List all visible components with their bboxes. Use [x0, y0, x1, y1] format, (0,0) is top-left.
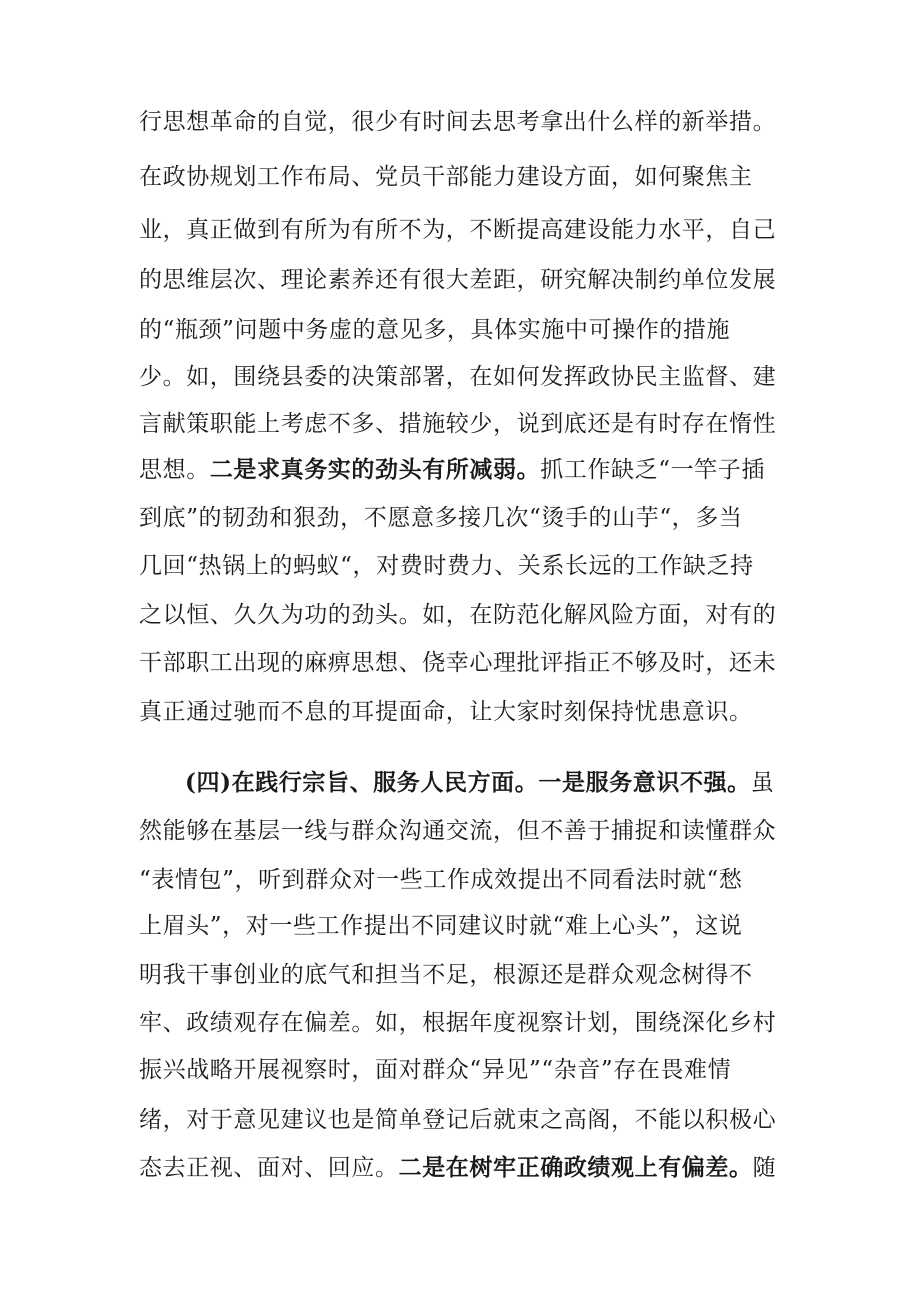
text-line: 业，真正做到有所为有所不为，不断提高建设能力水平，自己: [139, 217, 777, 243]
text-line: [139, 1150, 779, 1186]
text-line: 干部职工出现的麻痹思想、侥幸心理批评指正不够及时，还未: [139, 650, 777, 676]
bold-heading: 二是求真务实的劲头有所减弱。: [209, 456, 541, 483]
text-line: 绪，对于意见建议也是简单登记后就束之高阁，不能以积极心: [139, 1107, 777, 1133]
text-line: 的“瓶颈”问题中务虚的意见多，具体实施中可操作的措施: [139, 317, 731, 343]
text-run: 虽: [750, 770, 775, 796]
text-run: 随: [752, 1155, 777, 1181]
text-line: 之以恒、久久为功的劲头。如，在防范化解风险方面，对有的: [139, 602, 777, 628]
text-run: 抓工作缺乏“一竿子插: [540, 457, 765, 483]
text-run: 思想。: [139, 457, 210, 483]
text-line: 牢、政绩观存在偏差。如，根据年度视察计划，围绕深化乡村: [139, 1010, 777, 1036]
text-line: 行思想革命的自觉，很少有时间去思考拿出什么样的新举措。: [139, 109, 777, 135]
text-line: 少。如，围绕县委的决策部署，在如何发挥政协民主监督、建: [139, 364, 777, 390]
text-line: 几回“热锅上的蚂蚁“，对费时费力、关系长远的工作缺乏持: [139, 553, 754, 579]
text-line: [139, 452, 779, 488]
section-heading-line: [185, 765, 779, 801]
text-line: 振兴战略开展视察时，面对群众“异见”“杂音”存在畏难情: [139, 1057, 732, 1083]
section-heading: (四)在践行宗旨、服务人民方面。一是服务意识不强。: [185, 769, 751, 796]
text-line: “表情包”，听到群众对一些工作成效提出不同看法时就“愁: [139, 867, 743, 893]
text-line: 明我干事创业的底气和担当不足，根源还是群众观念树得不: [139, 962, 753, 988]
text-line: 真正通过驰而不息的耳提面命，让大家时刻保持忧患意识。: [139, 699, 753, 725]
text-line: 上眉头”，对一些工作提出不同建议时就“难上心头”，这说: [139, 913, 743, 939]
text-line: 然能够在基层一线与群众沟通交流，但不善于捕捉和读懂群众: [139, 818, 777, 844]
text-line: 的思维层次、理论素养还有很大差距，研究解决制约单位发展: [139, 267, 777, 293]
text-line: 言献策职能上考虑不多、措施较少，说到底还是有时存在惰性: [139, 411, 777, 437]
text-run: 态去正视、面对、回应。: [139, 1155, 399, 1181]
text-line: 到底”的韧劲和狠劲，不愿意多接几次“烫手的山芋“，多当: [139, 505, 743, 531]
text-line: 在政协规划工作布局、党员干部能力建设方面，如何聚焦主: [139, 164, 753, 190]
bold-heading: 二是在树牢正确政绩观上有偏差。: [398, 1154, 753, 1181]
